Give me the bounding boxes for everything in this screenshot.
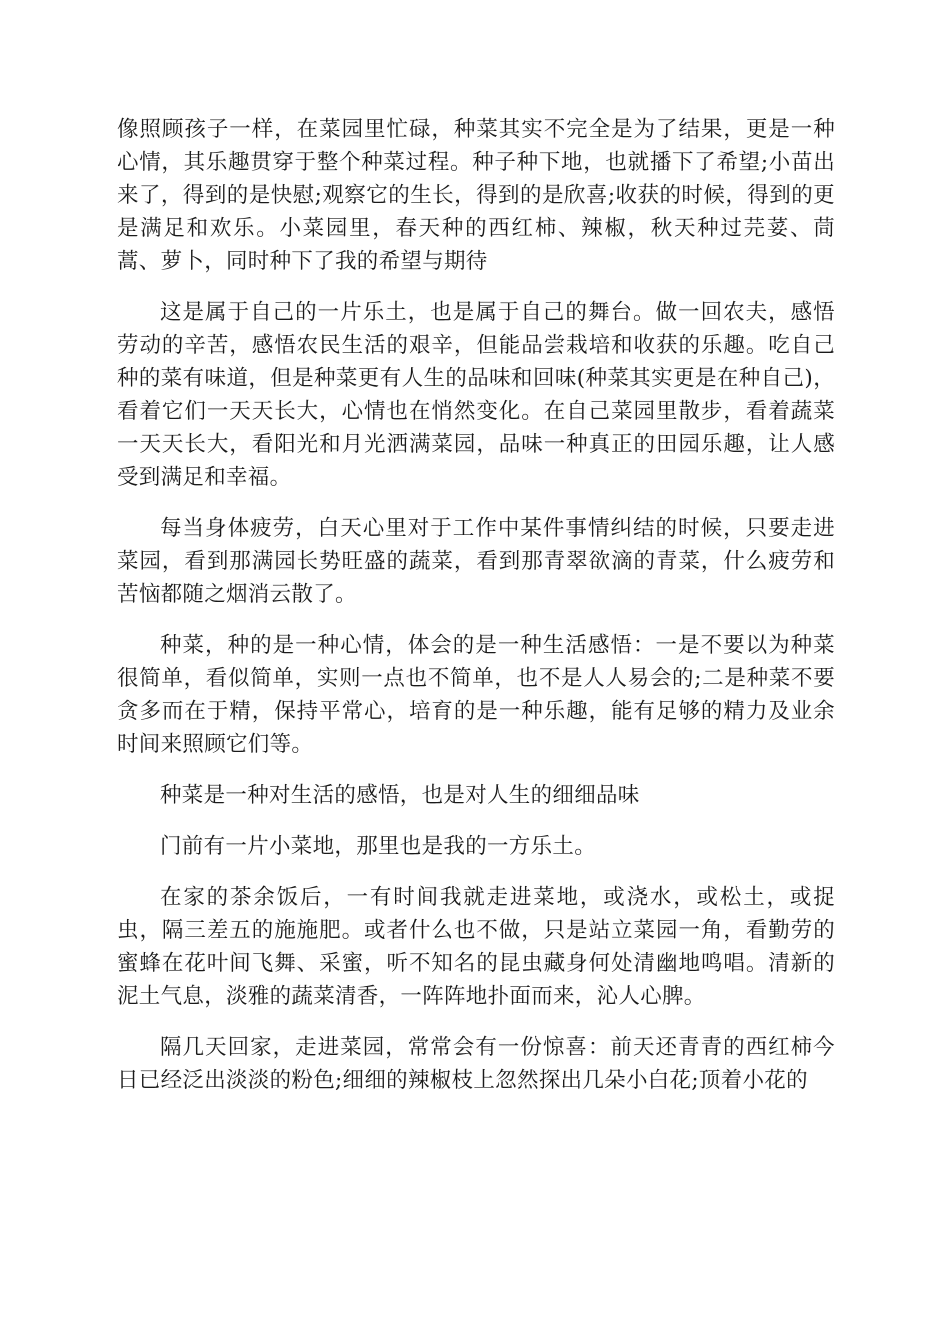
paragraph-3: 每当身体疲劳，白天心里对于工作中某件事情纠结的时候，只要走进菜园，看到那满园长势旺盛的蔬菜，看到那青翠欲滴的青菜，什么疲劳和苦恼都随之烟消云散了。 [117, 516, 835, 607]
paragraph-5: 种菜是一种对生活的感悟，也是对人生的细细品味 [160, 783, 640, 808]
paragraph-8: 隔几天回家，走进菜园，常常会有一份惊喜：前天还青青的西红柿今日已经泛出淡淡的粉色;细细的辣椒枝上忽然探出几朵小白花;顶着小花的 [117, 1035, 835, 1093]
paragraph-4: 种菜，种的是一种心情，体会的是一种生活感悟：一是不要以为种菜很简单，看似简单，实则一点也不简单，也不是人人易会的;二是种菜不要贪多而在于精，保持平常心，培育的是一种乐趣，能有足够的精力及业余时间来照顾它们等。 [117, 633, 835, 757]
paragraph-7: 在家的茶余饭后，一有时间我就走进菜地，或浇水，或松土，或捉虫，隔三差五的施施肥。或者什么也不做，只是站立菜园一角，看勤劳的蜜蜂在花叶间飞舞、采蜜，听不知名的昆虫藏身何处清幽地鸣唱。清新的泥土气息，淡雅的蔬菜清香，一阵阵地扑面而来，沁人心脾。 [117, 885, 835, 1009]
document-body [117, 113, 835, 1115]
paragraph-2: 这是属于自己的一片乐土，也是属于自己的舞台。做一回农夫，感悟劳动的辛苦，感悟农民生活的艰辛，但能品尝栽培和收获的乐趣。吃自己种的菜有味道，但是种菜更有人生的品味和回味(种菜其实更是在种自己)，看着它们一天天长大，心情也在悄然变化。在自己菜园里散步，看着蔬菜一天天长大，看阳光和月光洒满菜园，品味一种真正的田园乐趣，让人感受到满足和幸福。 [117, 300, 835, 490]
paragraph-1: 像照顾孩子一样，在菜园里忙碌，种菜其实不完全是为了结果，更是一种心情，其乐趣贯穿于整个种菜过程。种子种下地，也就播下了希望;小苗出来了，得到的是快慰;观察它的生长，得到的是欣喜;收获的时候，得到的更是满足和欢乐。小菜园里，春天种的西红柿、辣椒，秋天种过芫荽、茼蒿、萝卜，同时种下了我的希望与期待 [117, 117, 835, 274]
paragraph-6: 门前有一片小菜地，那里也是我的一方乐土。 [160, 834, 597, 859]
